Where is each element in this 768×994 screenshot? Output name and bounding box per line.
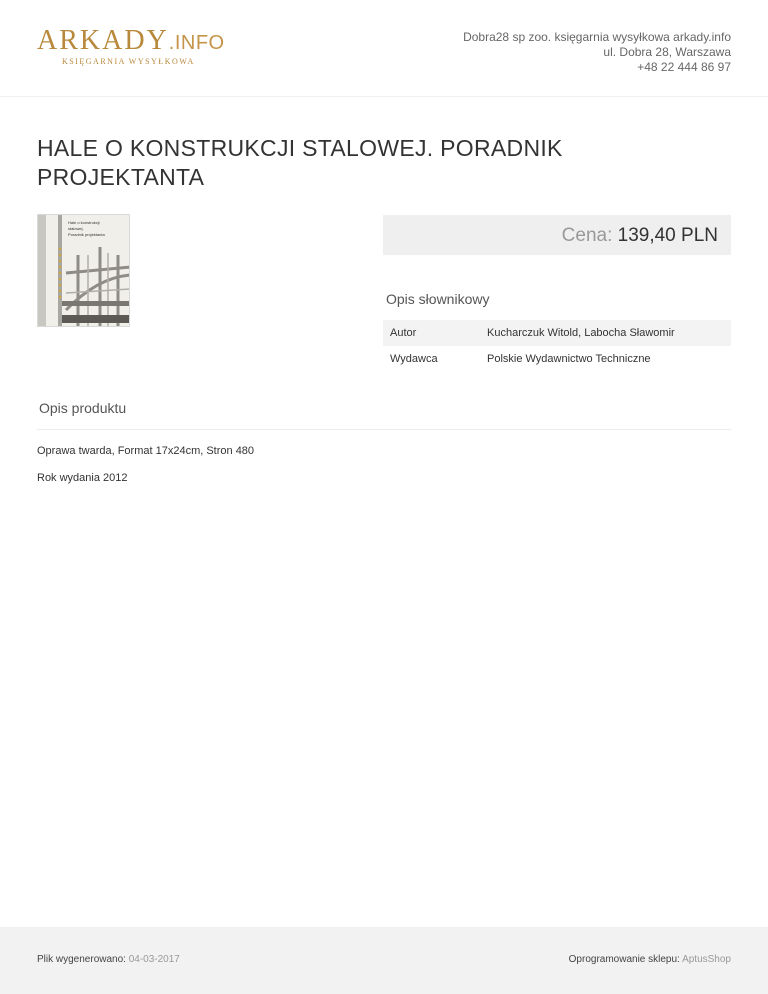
- software-label: Oprogramowanie sklepu:: [568, 954, 680, 965]
- price-value: 139,40 PLN: [617, 225, 718, 246]
- product-title: HALE O KONSTRUKCJI STALOWEJ. PORADNIK PROJEKTANTA: [37, 135, 563, 190]
- description-divider: [37, 429, 731, 430]
- footer-generated: [37, 954, 180, 965]
- contact-company: Dobra28 sp zoo. księgarnia wysyłkowa arkady.info: [463, 30, 731, 44]
- dictionary-row-author: [383, 320, 731, 346]
- logo-wordmark: [37, 27, 237, 57]
- cover-dots-decoration: [59, 248, 62, 299]
- dictionary-heading: Opis słownikowy: [386, 291, 490, 307]
- logo-main-text: ARKADY: [37, 25, 169, 56]
- logo-suffix-text: .INFO: [168, 32, 225, 54]
- page-header: [0, 0, 768, 97]
- software-link[interactable]: AptusShop: [682, 954, 731, 965]
- cover-title-line-2: stalowej.: [68, 226, 84, 231]
- price-box: [383, 215, 731, 255]
- dictionary-value: Kucharczuk Witold, Labocha Sławomir: [487, 327, 675, 339]
- contact-phone: +48 22 444 86 97: [637, 60, 731, 74]
- dictionary-key: Autor: [390, 327, 417, 339]
- dictionary-row-publisher: [383, 346, 731, 372]
- description-heading: Opis produktu: [39, 400, 127, 416]
- price-label: Cena:: [561, 225, 613, 246]
- page-footer: [0, 927, 768, 994]
- book-cover-image: [37, 214, 130, 327]
- shop-contact-info: [463, 30, 731, 75]
- logo-tagline: KSIĘGARNIA WYSYŁKOWA: [62, 57, 195, 66]
- generated-label: Plik wygenerowano:: [37, 954, 126, 965]
- generated-date: 04-03-2017: [128, 954, 180, 965]
- description-format: Oprawa twarda, Format 17x24cm, Stron 480: [37, 445, 255, 457]
- dictionary-table: [383, 320, 731, 372]
- cover-title-line-1: Hale o konstrukcji: [68, 220, 100, 225]
- arkady-logo[interactable]: [37, 27, 237, 67]
- cover-title-line-3: Poradnik projektanta: [68, 232, 105, 237]
- dictionary-value: Polskie Wydawnictwo Techniczne: [487, 353, 651, 365]
- footer-software: [569, 954, 731, 965]
- dictionary-key: Wydawca: [390, 353, 438, 365]
- book-cover-illustration: [38, 215, 130, 327]
- contact-address: ul. Dobra 28, Warszawa: [603, 45, 731, 59]
- description-year: Rok wydania 2012: [37, 472, 128, 484]
